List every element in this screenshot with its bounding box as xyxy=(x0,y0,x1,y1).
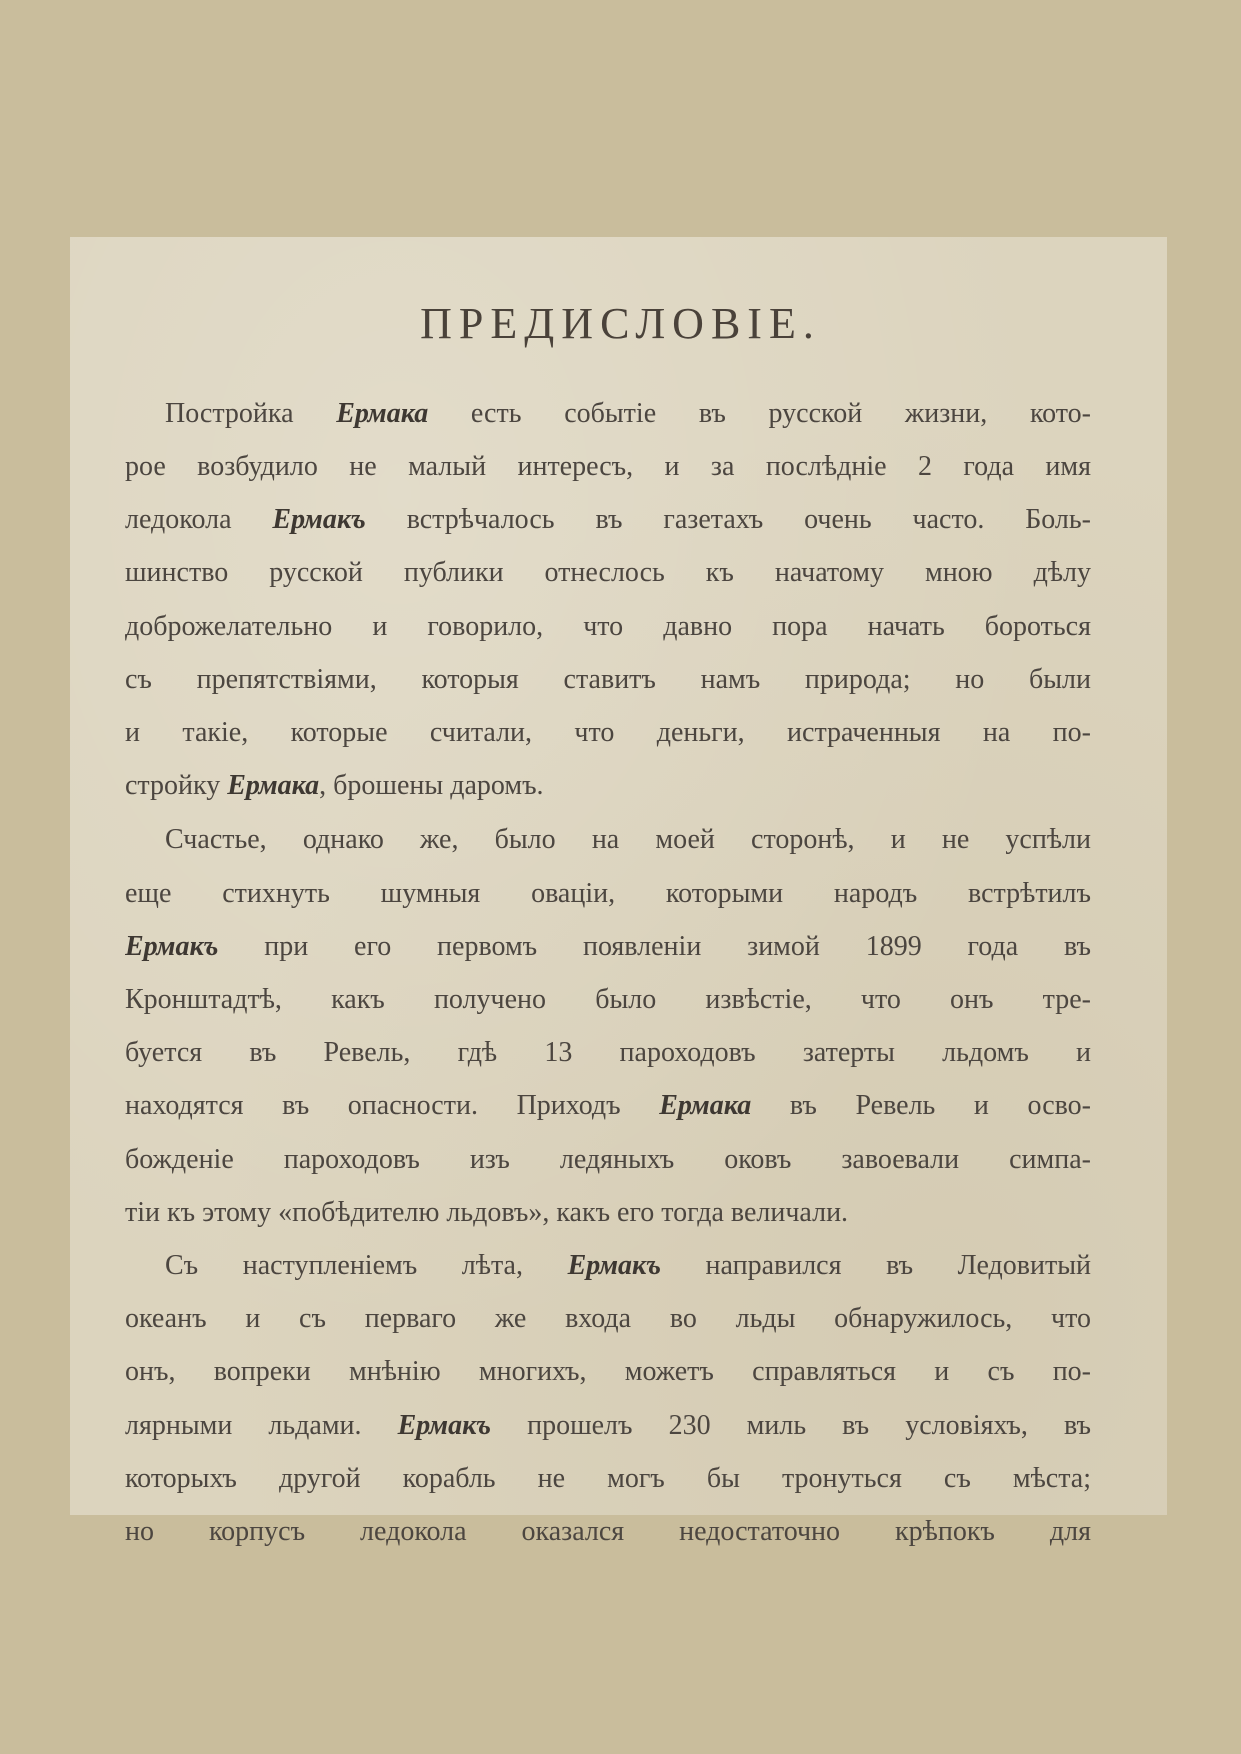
text-line: находятся въ опасности. Приходъ Ермака въ Ревель и осво- xyxy=(125,1090,1091,1121)
text-line: Кронштадтѣ, какъ получено было извѣстіе, что онъ тре- xyxy=(125,984,1091,1015)
text-line: стройку Ермака, брошены даромъ. xyxy=(125,770,544,801)
text-line: еще стихнуть шумныя оваціи, которыми народъ встрѣтилъ xyxy=(125,878,1091,909)
text-line: божденіе пароходовъ изъ ледяныхъ оковъ завоевали симпа- xyxy=(125,1144,1091,1175)
text-line: которыхъ другой корабль не могъ бы тронуться съ мѣста; xyxy=(125,1463,1091,1494)
text-line: Съ наступленіемъ лѣта, Ермакъ направился въ Ледовитый xyxy=(165,1250,1091,1281)
text-line: буется въ Ревель, гдѣ 13 пароходовъ затерты льдомъ и xyxy=(125,1037,1091,1068)
text-line: и такіе, которые считали, что деньги, истраченныя на по- xyxy=(125,717,1091,748)
text-line: шинство русской публики отнеслось къ начатому мною дѣлу xyxy=(125,557,1091,588)
text-line: Ермакъ при его первомъ появленіи зимой 1899 года въ xyxy=(125,931,1091,962)
ship-name: Ермака xyxy=(336,398,429,429)
text-line: но корпусъ ледокола оказался недостаточно крѣпокъ для xyxy=(125,1516,1091,1547)
ship-name: Ермакъ xyxy=(567,1250,661,1281)
ship-name: Ермака xyxy=(227,770,320,801)
text-line: Постройка Ермака есть событіе въ русской жизни, кото- xyxy=(165,398,1091,429)
text-line: доброжелательно и говорило, что давно пора начать бороться xyxy=(125,611,1091,642)
page-title: ПРЕДИСЛОВІЕ. xyxy=(420,299,821,348)
text-line: лярными льдами. Ермакъ прошелъ 230 миль въ условіяхъ, въ xyxy=(125,1410,1091,1441)
text-line: океанъ и съ перваго же входа во льды обнаружилось, что xyxy=(125,1303,1091,1334)
text-line: Счастье, однако же, было на моей сторонѣ, и не успѣли xyxy=(165,824,1091,855)
text-line: рое возбудило не малый интересъ, и за послѣдніе 2 года имя xyxy=(125,451,1091,482)
ship-name: Ермака xyxy=(659,1090,752,1121)
ship-name: Ермакъ xyxy=(272,504,366,535)
ship-name: Ермакъ xyxy=(397,1410,492,1441)
text-line: ледокола Ермакъ встрѣчалось въ газетахъ очень часто. Боль- xyxy=(125,504,1091,535)
ship-name: Ермакъ xyxy=(125,931,219,962)
text-line: тіи къ этому «побѣдителю льдовъ», какъ его тогда величали. xyxy=(125,1197,849,1228)
text-line: онъ, вопреки мнѣнію многихъ, можетъ справляться и съ по- xyxy=(125,1356,1091,1387)
text-line: съ препятствіями, которыя ставитъ намъ природа; но были xyxy=(125,664,1091,695)
